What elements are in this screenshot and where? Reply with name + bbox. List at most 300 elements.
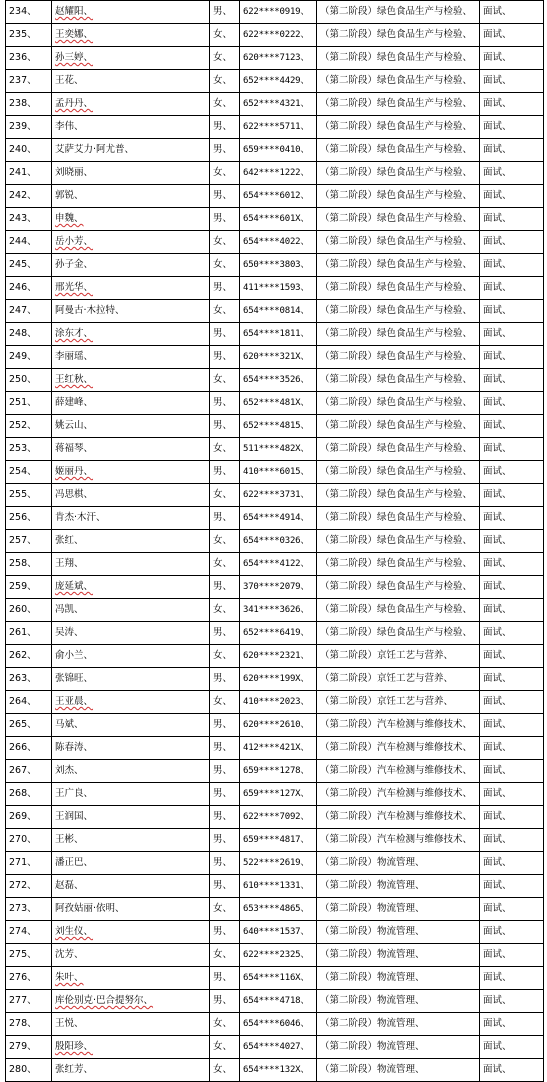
- gender-cell: 男、: [210, 921, 240, 944]
- id-number-cell: 410****2023、: [240, 691, 317, 714]
- gender-cell: 女、: [210, 438, 240, 461]
- id-number-cell: 654****4122、: [240, 553, 317, 576]
- table-row: [6, 24, 544, 47]
- assessment-mode-cell: 面试、: [480, 783, 544, 806]
- row-number-cell: 239、: [6, 116, 52, 139]
- name-text: 孙子金、: [55, 259, 94, 270]
- assessment-mode-cell: 面试、: [480, 737, 544, 760]
- program-cell: （第二阶段）绿色食品生产与检验、: [317, 139, 480, 162]
- id-number-cell: 654****1811、: [240, 323, 317, 346]
- gender-cell: 男、: [210, 346, 240, 369]
- row-number-cell: 237、: [6, 70, 52, 93]
- program-cell: （第二阶段）绿色食品生产与检验、: [317, 24, 480, 47]
- program-cell: （第二阶段）物流管理、: [317, 967, 480, 990]
- name-cell: [52, 990, 210, 1013]
- assessment-mode-cell: 面试、: [480, 162, 544, 185]
- name-cell: [52, 300, 210, 323]
- table-row: [6, 1, 544, 24]
- table-row: [6, 645, 544, 668]
- name-text: 朱叶、: [55, 972, 84, 983]
- assessment-mode-cell: 面试、: [480, 576, 544, 599]
- row-number-cell: 267、: [6, 760, 52, 783]
- row-number-cell: 272、: [6, 875, 52, 898]
- name-text: 王广良、: [55, 788, 94, 799]
- program-cell: （第二阶段）汽车检测与维修技术、: [317, 737, 480, 760]
- table-row: [6, 1059, 544, 1082]
- id-number-cell: 654****116X、: [240, 967, 317, 990]
- table-row: [6, 1013, 544, 1036]
- gender-cell: 男、: [210, 875, 240, 898]
- assessment-mode-cell: 面试、: [480, 852, 544, 875]
- program-cell: （第二阶段）物流管理、: [317, 852, 480, 875]
- id-number-cell: 622****0222、: [240, 24, 317, 47]
- name-cell: [52, 507, 210, 530]
- row-number-cell: 266、: [6, 737, 52, 760]
- id-number-cell: 654****6012、: [240, 185, 317, 208]
- name-cell: [52, 737, 210, 760]
- assessment-mode-cell: 面试、: [480, 231, 544, 254]
- name-text: 李伟、: [55, 121, 84, 132]
- table-row: [6, 921, 544, 944]
- assessment-mode-cell: 面试、: [480, 1, 544, 24]
- program-cell: （第二阶段）绿色食品生产与检验、: [317, 599, 480, 622]
- name-cell: [52, 622, 210, 645]
- program-cell: （第二阶段）绿色食品生产与检验、: [317, 277, 480, 300]
- table-row: [6, 231, 544, 254]
- program-cell: （第二阶段）京饪工艺与营养、: [317, 691, 480, 714]
- program-cell: （第二阶段）绿色食品生产与检验、: [317, 208, 480, 231]
- id-number-cell: 654****4914、: [240, 507, 317, 530]
- assessment-mode-cell: 面试、: [480, 967, 544, 990]
- program-cell: （第二阶段）绿色食品生产与检验、: [317, 300, 480, 323]
- gender-cell: 女、: [210, 231, 240, 254]
- name-text: 郭锐、: [55, 190, 84, 201]
- id-number-cell: 412****421X、: [240, 737, 317, 760]
- assessment-mode-cell: 面试、: [480, 277, 544, 300]
- name-cell: [52, 1, 210, 24]
- gender-cell: 女、: [210, 944, 240, 967]
- gender-cell: 女、: [210, 162, 240, 185]
- table-row: [6, 507, 544, 530]
- gender-cell: 女、: [210, 553, 240, 576]
- table-row: [6, 990, 544, 1013]
- name-text: 刘杰、: [55, 765, 84, 776]
- row-number-cell: 249、: [6, 346, 52, 369]
- program-cell: （第二阶段）京饪工艺与营养、: [317, 645, 480, 668]
- id-number-cell: 659****1278、: [240, 760, 317, 783]
- table-row: [6, 714, 544, 737]
- name-cell: [52, 599, 210, 622]
- program-cell: （第二阶段）绿色食品生产与检验、: [317, 346, 480, 369]
- assessment-mode-cell: 面试、: [480, 438, 544, 461]
- gender-cell: 男、: [210, 622, 240, 645]
- name-text: 阿孜姑丽·依明、: [55, 903, 125, 914]
- id-number-cell: 654****4718、: [240, 990, 317, 1013]
- program-cell: （第二阶段）绿色食品生产与检验、: [317, 553, 480, 576]
- id-number-cell: 650****3803、: [240, 254, 317, 277]
- name-text: 蒋福琴、: [55, 443, 94, 454]
- table-row: [6, 369, 544, 392]
- id-number-cell: 622****3731、: [240, 484, 317, 507]
- assessment-mode-cell: 面试、: [480, 645, 544, 668]
- name-text: 潘正巴、: [55, 857, 94, 868]
- gender-cell: 男、: [210, 208, 240, 231]
- program-cell: （第二阶段）绿色食品生产与检验、: [317, 415, 480, 438]
- name-text: 刘生仪、: [55, 926, 94, 937]
- row-number-cell: 268、: [6, 783, 52, 806]
- name-cell: [52, 1013, 210, 1036]
- row-number-cell: 254、: [6, 461, 52, 484]
- row-number-cell: 256、: [6, 507, 52, 530]
- name-cell: [52, 461, 210, 484]
- row-number-cell: 280、: [6, 1059, 52, 1082]
- row-number-cell: 261、: [6, 622, 52, 645]
- program-cell: （第二阶段）绿色食品生产与检验、: [317, 93, 480, 116]
- table-row: [6, 530, 544, 553]
- assessment-mode-cell: 面试、: [480, 898, 544, 921]
- table-row: [6, 760, 544, 783]
- table-row: [6, 93, 544, 116]
- name-cell: [52, 1059, 210, 1082]
- name-cell: [52, 944, 210, 967]
- assessment-mode-cell: 面试、: [480, 208, 544, 231]
- name-cell: [52, 369, 210, 392]
- id-number-cell: 410****6015、: [240, 461, 317, 484]
- assessment-mode-cell: 面试、: [480, 921, 544, 944]
- name-text: 孙三婷、: [55, 52, 94, 63]
- assessment-mode-cell: 面试、: [480, 1013, 544, 1036]
- name-text: 赵磊、: [55, 880, 84, 891]
- id-number-cell: 654****6046、: [240, 1013, 317, 1036]
- table-row: [6, 461, 544, 484]
- id-number-cell: 654****4022、: [240, 231, 317, 254]
- gender-cell: 男、: [210, 185, 240, 208]
- table-row: [6, 392, 544, 415]
- table-row: [6, 415, 544, 438]
- row-number-cell: 275、: [6, 944, 52, 967]
- id-number-cell: 659****0410、: [240, 139, 317, 162]
- table-row: [6, 622, 544, 645]
- table-row: [6, 208, 544, 231]
- program-cell: （第二阶段）京饪工艺与营养、: [317, 668, 480, 691]
- id-number-cell: 620****199X、: [240, 668, 317, 691]
- row-number-cell: 269、: [6, 806, 52, 829]
- assessment-mode-cell: 面试、: [480, 300, 544, 323]
- row-number-cell: 255、: [6, 484, 52, 507]
- gender-cell: 女、: [210, 691, 240, 714]
- program-cell: （第二阶段）绿色食品生产与检验、: [317, 323, 480, 346]
- name-cell: [52, 70, 210, 93]
- gender-cell: 男、: [210, 668, 240, 691]
- name-cell: [52, 668, 210, 691]
- program-cell: （第二阶段）物流管理、: [317, 898, 480, 921]
- name-text: 王翔、: [55, 558, 84, 569]
- program-cell: （第二阶段）绿色食品生产与检验、: [317, 116, 480, 139]
- id-number-cell: 622****7092、: [240, 806, 317, 829]
- assessment-mode-cell: 面试、: [480, 70, 544, 93]
- row-number-cell: 236、: [6, 47, 52, 70]
- name-text: 陈春涛、: [55, 742, 94, 753]
- program-cell: （第二阶段）绿色食品生产与检验、: [317, 622, 480, 645]
- table-row: [6, 1036, 544, 1059]
- gender-cell: 男、: [210, 806, 240, 829]
- name-cell: [52, 254, 210, 277]
- program-cell: （第二阶段）绿色食品生产与检验、: [317, 530, 480, 553]
- name-cell: [52, 231, 210, 254]
- id-number-cell: 622****5711、: [240, 116, 317, 139]
- name-text: 庞延斌、: [55, 581, 94, 592]
- assessment-mode-cell: 面试、: [480, 875, 544, 898]
- row-number-cell: 257、: [6, 530, 52, 553]
- gender-cell: 女、: [210, 599, 240, 622]
- name-cell: [52, 714, 210, 737]
- gender-cell: 男、: [210, 576, 240, 599]
- name-cell: [52, 852, 210, 875]
- program-cell: （第二阶段）绿色食品生产与检验、: [317, 162, 480, 185]
- assessment-mode-cell: 面试、: [480, 24, 544, 47]
- id-number-cell: 622****2325、: [240, 944, 317, 967]
- table-row: [6, 691, 544, 714]
- id-number-cell: 341****3626、: [240, 599, 317, 622]
- gender-cell: 女、: [210, 254, 240, 277]
- gender-cell: 女、: [210, 369, 240, 392]
- name-text: 王润国、: [55, 811, 94, 822]
- program-cell: （第二阶段）物流管理、: [317, 944, 480, 967]
- name-cell: [52, 346, 210, 369]
- table-row: [6, 576, 544, 599]
- row-number-cell: 247、: [6, 300, 52, 323]
- table-row: [6, 438, 544, 461]
- program-cell: （第二阶段）绿色食品生产与检验、: [317, 438, 480, 461]
- program-cell: （第二阶段）绿色食品生产与检验、: [317, 1, 480, 24]
- program-cell: （第二阶段）绿色食品生产与检验、: [317, 484, 480, 507]
- row-number-cell: 262、: [6, 645, 52, 668]
- name-cell: [52, 967, 210, 990]
- table-row: [6, 162, 544, 185]
- name-text: 马斌、: [55, 719, 84, 730]
- program-cell: （第二阶段）物流管理、: [317, 875, 480, 898]
- gender-cell: 女、: [210, 530, 240, 553]
- table-row: [6, 116, 544, 139]
- name-cell: [52, 185, 210, 208]
- name-cell: [52, 553, 210, 576]
- id-number-cell: 654****4027、: [240, 1036, 317, 1059]
- row-number-cell: 246、: [6, 277, 52, 300]
- gender-cell: 男、: [210, 714, 240, 737]
- name-cell: [52, 875, 210, 898]
- assessment-mode-cell: 面试、: [480, 116, 544, 139]
- gender-cell: 男、: [210, 461, 240, 484]
- table-row: [6, 668, 544, 691]
- id-number-cell: 654****0814、: [240, 300, 317, 323]
- row-number-cell: 250、: [6, 369, 52, 392]
- row-number-cell: 251、: [6, 392, 52, 415]
- program-cell: （第二阶段）绿色食品生产与检验、: [317, 461, 480, 484]
- table-row: [6, 323, 544, 346]
- row-number-cell: 258、: [6, 553, 52, 576]
- id-number-cell: 652****481X、: [240, 392, 317, 415]
- name-cell: [52, 323, 210, 346]
- program-cell: （第二阶段）汽车检测与维修技术、: [317, 829, 480, 852]
- gender-cell: 男、: [210, 760, 240, 783]
- gender-cell: 男、: [210, 507, 240, 530]
- name-cell: [52, 438, 210, 461]
- program-cell: （第二阶段）物流管理、: [317, 1036, 480, 1059]
- table-row: [6, 829, 544, 852]
- name-cell: [52, 806, 210, 829]
- assessment-mode-cell: 面试、: [480, 668, 544, 691]
- row-number-cell: 278、: [6, 1013, 52, 1036]
- gender-cell: 女、: [210, 645, 240, 668]
- name-text: 沈芳、: [55, 949, 84, 960]
- assessment-mode-cell: 面试、: [480, 323, 544, 346]
- name-text: 刘晓丽、: [55, 167, 94, 178]
- table-row: [6, 875, 544, 898]
- table-row: [6, 852, 544, 875]
- assessment-mode-cell: 面试、: [480, 185, 544, 208]
- name-text: 艾萨艾力·阿尤普、: [55, 144, 135, 155]
- gender-cell: 男、: [210, 277, 240, 300]
- name-text: 俞小兰、: [55, 650, 94, 661]
- table-row: [6, 783, 544, 806]
- name-text: 赵耀阳、: [55, 6, 94, 17]
- table-row: [6, 70, 544, 93]
- name-cell: [52, 162, 210, 185]
- program-cell: （第二阶段）汽车检测与维修技术、: [317, 760, 480, 783]
- name-text: 岳小芳、: [55, 236, 94, 247]
- name-text: 吴涛、: [55, 627, 84, 638]
- id-number-cell: 640****1537、: [240, 921, 317, 944]
- name-cell: [52, 208, 210, 231]
- name-text: 申魏、: [55, 213, 84, 224]
- id-number-cell: 411****1593、: [240, 277, 317, 300]
- table-row: [6, 944, 544, 967]
- assessment-mode-cell: 面试、: [480, 829, 544, 852]
- assessment-mode-cell: 面试、: [480, 392, 544, 415]
- name-text: 王红秋、: [55, 374, 94, 385]
- program-cell: （第二阶段）绿色食品生产与检验、: [317, 231, 480, 254]
- row-number-cell: 265、: [6, 714, 52, 737]
- table-row: [6, 277, 544, 300]
- table-row: [6, 737, 544, 760]
- row-number-cell: 273、: [6, 898, 52, 921]
- assessment-mode-cell: 面试、: [480, 553, 544, 576]
- name-text: 邢光华、: [55, 282, 94, 293]
- row-number-cell: 270、: [6, 829, 52, 852]
- gender-cell: 男、: [210, 852, 240, 875]
- id-number-cell: 654****601X、: [240, 208, 317, 231]
- table-row: [6, 553, 544, 576]
- name-cell: [52, 783, 210, 806]
- row-number-cell: 241、: [6, 162, 52, 185]
- row-number-cell: 242、: [6, 185, 52, 208]
- program-cell: （第二阶段）物流管理、: [317, 921, 480, 944]
- program-cell: （第二阶段）物流管理、: [317, 1013, 480, 1036]
- gender-cell: 男、: [210, 323, 240, 346]
- assessment-mode-cell: 面试、: [480, 944, 544, 967]
- gender-cell: 女、: [210, 898, 240, 921]
- name-text: 张红芳、: [55, 1064, 94, 1075]
- assessment-mode-cell: 面试、: [480, 714, 544, 737]
- row-number-cell: 252、: [6, 415, 52, 438]
- id-number-cell: 659****127X、: [240, 783, 317, 806]
- name-cell: [52, 277, 210, 300]
- assessment-mode-cell: 面试、: [480, 346, 544, 369]
- row-number-cell: 240、: [6, 139, 52, 162]
- name-cell: [52, 530, 210, 553]
- table-row: [6, 47, 544, 70]
- id-number-cell: 654****0326、: [240, 530, 317, 553]
- gender-cell: 女、: [210, 24, 240, 47]
- name-text: 库伦别克·巴合提努尔、: [55, 995, 154, 1006]
- row-number-cell: 245、: [6, 254, 52, 277]
- name-cell: [52, 760, 210, 783]
- id-number-cell: 659****4817、: [240, 829, 317, 852]
- gender-cell: 女、: [210, 70, 240, 93]
- gender-cell: 男、: [210, 116, 240, 139]
- name-text: 冯凯、: [55, 604, 84, 615]
- gender-cell: 女、: [210, 1036, 240, 1059]
- name-text: 殷阳珍、: [55, 1041, 94, 1052]
- assessment-mode-cell: 面试、: [480, 93, 544, 116]
- program-cell: （第二阶段）绿色食品生产与检验、: [317, 507, 480, 530]
- gender-cell: 男、: [210, 783, 240, 806]
- assessment-mode-cell: 面试、: [480, 530, 544, 553]
- name-cell: [52, 645, 210, 668]
- id-number-cell: 652****4815、: [240, 415, 317, 438]
- program-cell: （第二阶段）绿色食品生产与检验、: [317, 254, 480, 277]
- gender-cell: 男、: [210, 139, 240, 162]
- row-number-cell: 248、: [6, 323, 52, 346]
- row-number-cell: 238、: [6, 93, 52, 116]
- program-cell: （第二阶段）绿色食品生产与检验、: [317, 185, 480, 208]
- program-cell: （第二阶段）汽车检测与维修技术、: [317, 783, 480, 806]
- name-text: 肯杰·木汗、: [55, 512, 106, 523]
- name-cell: [52, 1036, 210, 1059]
- row-number-cell: 264、: [6, 691, 52, 714]
- table-row: [6, 254, 544, 277]
- name-text: 王彬、: [55, 834, 84, 845]
- assessment-mode-cell: 面试、: [480, 507, 544, 530]
- row-number-cell: 271、: [6, 852, 52, 875]
- gender-cell: 女、: [210, 47, 240, 70]
- id-number-cell: 620****7123、: [240, 47, 317, 70]
- id-number-cell: 370****2079、: [240, 576, 317, 599]
- name-text: 冯思棋、: [55, 489, 94, 500]
- name-cell: [52, 116, 210, 139]
- table-row: [6, 185, 544, 208]
- name-cell: [52, 93, 210, 116]
- assessment-mode-cell: 面试、: [480, 369, 544, 392]
- name-cell: [52, 484, 210, 507]
- id-number-cell: 620****321X、: [240, 346, 317, 369]
- assessment-mode-cell: 面试、: [480, 990, 544, 1013]
- row-number-cell: 274、: [6, 921, 52, 944]
- assessment-mode-cell: 面试、: [480, 47, 544, 70]
- assessment-mode-cell: 面试、: [480, 254, 544, 277]
- assessment-mode-cell: 面试、: [480, 139, 544, 162]
- gender-cell: 女、: [210, 300, 240, 323]
- id-number-cell: 620****2321、: [240, 645, 317, 668]
- name-cell: [52, 24, 210, 47]
- row-number-cell: 263、: [6, 668, 52, 691]
- id-number-cell: 652****4429、: [240, 70, 317, 93]
- name-cell: [52, 139, 210, 162]
- gender-cell: 女、: [210, 1013, 240, 1036]
- program-cell: （第二阶段）物流管理、: [317, 990, 480, 1013]
- name-cell: [52, 898, 210, 921]
- row-number-cell: 234、: [6, 1, 52, 24]
